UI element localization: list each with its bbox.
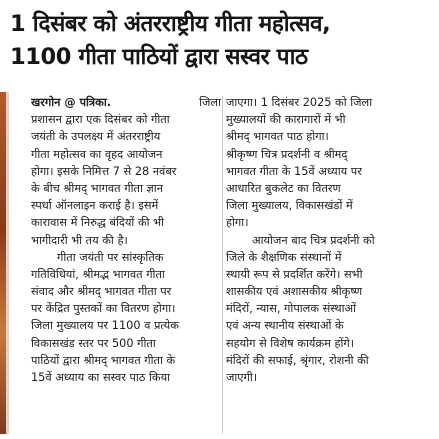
body-text-line: मुख्यालयों की कारागारों में भी: [226, 113, 346, 127]
body-text-line: जिले के शैक्षणिक संस्थानों में: [226, 250, 342, 264]
headline: [10, 8, 432, 74]
body-text-line: जयंती के उपलक्ष्य में अंतरराष्ट्रीय: [31, 130, 161, 144]
body-text-line: आधारित बुकलेट का वितरण: [226, 181, 341, 195]
body-text-line: स्थायी रूप से प्रदर्शित करेंगे। सभी: [226, 267, 363, 281]
body-text-line: गतिविधियां, श्रीमद्भ भागवत गीता: [31, 267, 165, 281]
body-text-line: जिला मुख्यालय, विकासखंडों में: [226, 199, 353, 213]
body-text-line: होगा।: [226, 216, 249, 230]
body-text-line: 15वें अध्याय का सस्वर पाठ किया: [31, 371, 171, 384]
body-text-line: श्रीमद् भागवत पाठ होगा।: [226, 130, 329, 144]
body-text-line: स्पर्धा ऑनलाइन कराई है। इसमें: [31, 199, 159, 213]
article-column-right: [226, 94, 420, 386]
body-text-line: पाठियों द्वारा श्रीमद् भागवत गीता के: [31, 353, 176, 367]
body-text-line: भागवत गीता के 15वें अध्याय पर: [226, 164, 362, 178]
column-divider: [222, 96, 223, 434]
body-text-line: विकासखंड स्तर पर 500 गीता: [31, 336, 156, 350]
body-text-line: प्रशासन द्वारा एक दिसंबर को गीता: [31, 113, 170, 127]
body-text-line: जिला मुख्यालय पर 1100 व प्रत्येक: [31, 319, 179, 333]
first-line: [31, 94, 221, 111]
body-text-line: जाएगी।: [226, 371, 258, 384]
body-text-line: सहयोग से विशेष कार्यक्रम होंगे।: [226, 336, 355, 350]
body-text-line: पर केंद्रित पुस्तकों का वितरण होगा।: [31, 302, 176, 316]
body-text-line: के बीच श्रीमद् भागवत गीता ज्ञान: [31, 181, 163, 195]
body-text-line: एवं अन्य स्थानीय संस्थाओं के: [226, 319, 344, 333]
body-text-line: जिला: [199, 96, 221, 109]
body-text-line: भागीदारी भी तय की है।: [31, 233, 128, 247]
body-text-line: आयोजन बाद चित्र प्रदर्शनी को: [252, 233, 375, 247]
body-text-line: गीता जयंती पर सांस्कृतिक: [57, 250, 164, 264]
body-text-line: कारावास में निरुद्ध बंदियों की भी: [31, 216, 165, 230]
body-text-line: शासकीय एवं अशासकीय श्रीकृष्ण: [226, 285, 363, 299]
body-text-line: होगा। इसके निमित्त 7 से 28 नवंबर: [31, 164, 177, 178]
headline-line-1: 1 दिसंबर को अंतरराष्ट्रीय गीता महोत्सव,: [10, 11, 331, 37]
dateline: खरगोन @ पत्रिका.: [31, 96, 112, 109]
body-text-line: संवाद और श्रीमद् भागवत गीता पर: [31, 285, 172, 299]
body-text-line: गीता महोत्सव का वृहद आयोजन: [31, 147, 163, 161]
headline-line-2: 1100 गीता पाठियों द्वारा सस्वर पाठ: [10, 44, 308, 70]
body-text-line: जाएगा। 1 दिसंबर 2025 को जिला: [226, 96, 373, 109]
photo-border: [6, 92, 9, 434]
article-column-left: [31, 94, 221, 386]
body-text-line: श्रीकृष्ण चित्र प्रदर्शनी व श्रीमद्: [226, 147, 348, 161]
body-text-line: मंदिरों, न्यास, गोपालक संस्थाओं: [226, 302, 357, 316]
body-text-line: मंदिरों की सफाई, श्रृंगार, रोशनी की: [226, 353, 369, 367]
